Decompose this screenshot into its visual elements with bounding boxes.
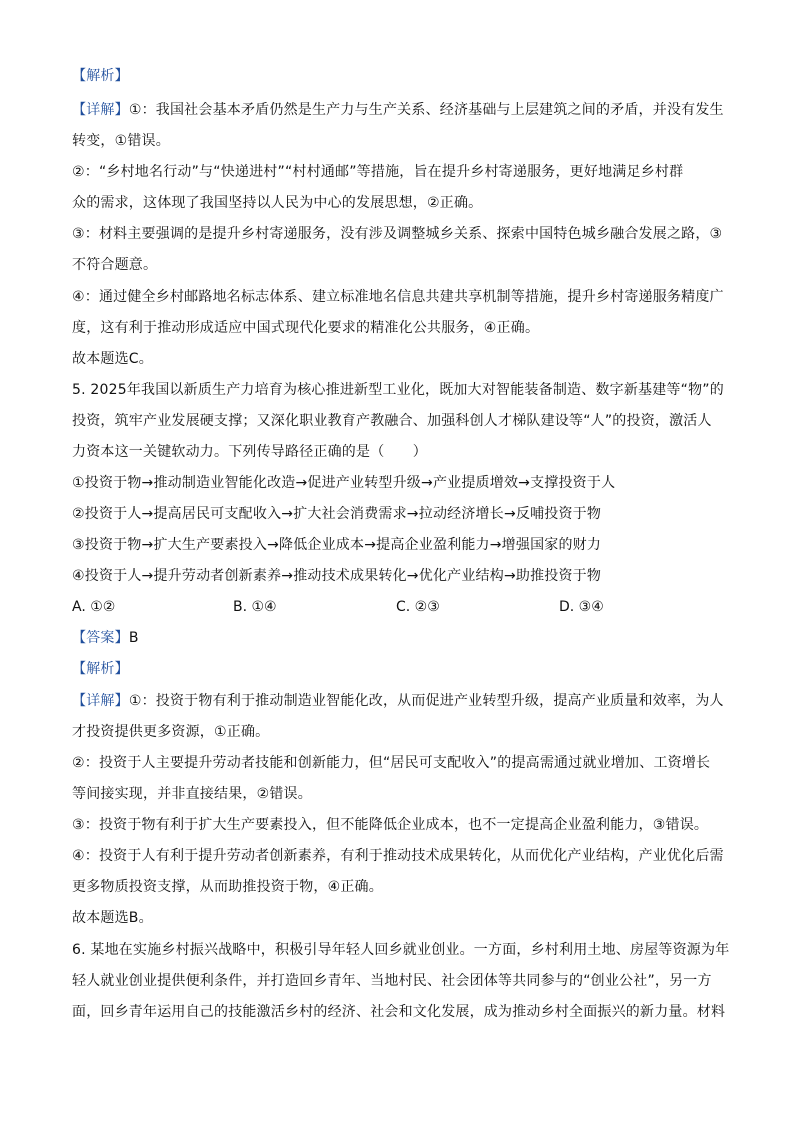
q5-analysis-line-6: ④：投资于人有利于提升劳动者创新素养，有利于推动技术成果转化，从而优化产业结构，产业优化后需 <box>72 848 724 864</box>
detail-tag-q5: 【详解】 <box>72 693 129 709</box>
answer-tag-q5: 【答案】 <box>72 630 129 646</box>
q5-answer-value: B <box>128 630 139 646</box>
q5-statement-2: ②投资于人→提高居民可支配收入→扩大社会消费需求→拉动经济增长→反哺投资于物 <box>72 506 602 522</box>
q4-analysis-line-4: 众的需求，这体现了我国坚持以人民为中心的发展思想，②正确。 <box>72 195 483 211</box>
analysis-tag-q5: 【解析】 <box>72 661 129 677</box>
q5-analysis-line-4: 等间接实现，并非直接结果，②错误。 <box>72 786 312 802</box>
q4-analysis-line-8: 度，这有利于推动形成适应中国式现代化要求的精准化公共服务，④正确。 <box>72 320 540 336</box>
q5-option-a: A. ①② <box>72 599 116 615</box>
q5-analysis-line-7: 更多物质投资支撑，从而助推投资于物，④正确。 <box>72 879 383 895</box>
q5-option-d: D. ③④ <box>559 599 604 615</box>
q5-option-c: C. ②③ <box>396 599 440 615</box>
q6-stem-line-3: 面，回乡青年运用自己的技能激活乡村的经济、社会和文化发展，成为推动乡村全面振兴的新力量。材料 <box>72 1004 726 1020</box>
q4-analysis-line-7: ④：通过健全乡村邮路地名标志体系、建立标准地名信息共建共享机制等措施，提升乡村寄递服务精度广 <box>72 289 724 305</box>
q5-statement-1: ①投资于物→推动制造业智能化改造→促进产业转型升级→产业提质增效→支撑投资于人 <box>72 475 616 491</box>
q6-stem-line-1: 6. 某地在实施乡村振兴战略中，积极引导年轻人回乡就业创业。一方面，乡村利用土地、房屋等资源为年 <box>72 942 730 958</box>
q6-stem-line-2: 轻人就业创业提供便利条件，并打造回乡青年、当地村民、社会团体等共同参与的“创业公社”，另一方 <box>72 973 712 989</box>
q4-analysis-line-1: 【详解】①：我国社会基本矛盾仍然是生产力与生产关系、经济基础与上层建筑之间的矛盾，并没有发生 <box>72 102 724 118</box>
q5-analysis-line-2: 才投资提供更多资源，①正确。 <box>72 724 270 740</box>
q5-stem-line-2: 投资，筑牢产业发展硬支撑；又深化职业教育产教融合、加强科创人才梯队建设等“人”的投资，激活人 <box>72 413 712 429</box>
q5-stem-line-1: 5. 2025年我国以新质生产力培育为核心推进新型工业化，既加大对智能装备制造、数字新基建等“物”的 <box>72 382 724 398</box>
q4-analysis-line-3: ②：“乡村地名行动”与“快递进村”“村村通邮”等措施，旨在提升乡村寄递服务，更好地满足乡村群 <box>72 164 684 180</box>
q5-statement-4: ④投资于人→提升劳动者创新素养→推动技术成果转化→优化产业结构→助推投资于物 <box>72 568 602 584</box>
q5-analysis-line-3: ②：投资于人主要提升劳动者技能和创新能力，但“居民可支配收入”的提高需通过就业增加、工资增长 <box>72 755 711 771</box>
q4-analysis-line-5: ③：材料主要强调的是提升乡村寄递服务，没有涉及调整城乡关系、探索中国特色城乡融合发展之路，③ <box>72 226 723 242</box>
q4-conclusion: 故本题选C。 <box>72 351 153 367</box>
q5-answer-line <box>72 629 139 647</box>
q4-analysis-line-2: 转变，①错误。 <box>72 133 170 149</box>
q5-option-b: B. ①④ <box>233 599 277 615</box>
detail-tag-q4: 【详解】 <box>72 102 129 118</box>
q5-stem-line-3: 力资本这一关键软动力。下列传导路径正确的是（ ） <box>72 444 427 460</box>
q4-analysis-line-6: 不符合题意。 <box>72 257 158 273</box>
analysis-tag-q4: 【解析】 <box>72 68 129 84</box>
q5-statement-3: ③投资于物→扩大生产要素投入→降低企业成本→提高企业盈利能力→增强国家的财力 <box>72 537 602 553</box>
q5-analysis-line-1: 【详解】①：投资于物有利于推动制造业智能化改，从而促进产业转型升级，提高产业质量和效率，为人 <box>72 693 724 709</box>
q5-conclusion: 故本题选B。 <box>72 910 153 926</box>
q5-analysis-line-5: ③：投资于物有利于扩大生产要素投入，但不能降低企业成本，也不一定提高企业盈利能力，③错误。 <box>72 817 709 833</box>
